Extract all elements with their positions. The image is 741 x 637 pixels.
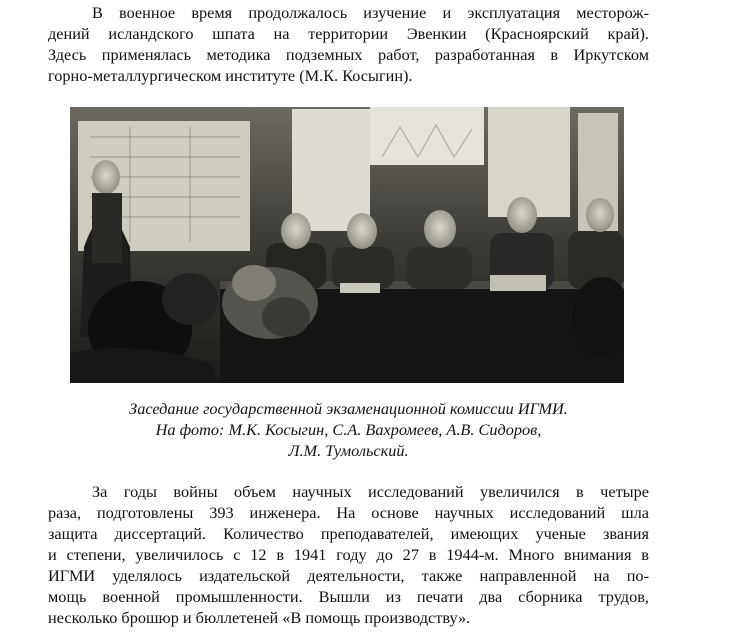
wall-chart [370, 107, 484, 165]
caption-line: Л.М. Тумольский. [288, 441, 409, 460]
text-line: В военное время продолжалось изучение и эксплуатация месторож- [92, 3, 649, 22]
paragraph-research [48, 481, 649, 628]
text-line: мощь военной промышленности. Вышли из печати два сборника трудов, [48, 587, 649, 606]
photo-caption [48, 398, 649, 461]
meeting-photo [70, 107, 624, 383]
paragraph-war-time [48, 2, 649, 86]
text-line: Здесь применялась методика подземных работ, разработанная в Иркутском [48, 45, 649, 64]
text-line: защита диссертаций. Количество преподавателей, имеющих ученые звания [48, 524, 649, 543]
text-line: ИГМИ уделялось издательской деятельности, также направленной на по- [48, 566, 649, 585]
text-line: несколько брошюр и бюллетеней «В помощь производству». [48, 608, 471, 627]
text-line: дений исландского шпата на территории Эвенкии (Красноярский край). [48, 24, 649, 43]
text-line: и степени, увеличилось с 12 в 1941 году до 27 в 1944-м. Много внимания в [48, 545, 649, 564]
caption-line: Заседание государственной экзаменационной комиссии ИГМИ. [129, 399, 568, 418]
wall-chart [292, 109, 370, 231]
text-line: горно-металлургическом институте (М.К. Косыгин). [48, 66, 413, 85]
text-line: раза, подготовлены 393 инженера. На основе научных исследований шла [48, 503, 649, 522]
caption-line: На фото: М.К. Косыгин, С.А. Вахромеев, А.В. Сидоров, [155, 420, 542, 439]
photo-image [70, 107, 624, 383]
text-line: За годы войны объем научных исследований увеличился в четыре [92, 482, 649, 501]
